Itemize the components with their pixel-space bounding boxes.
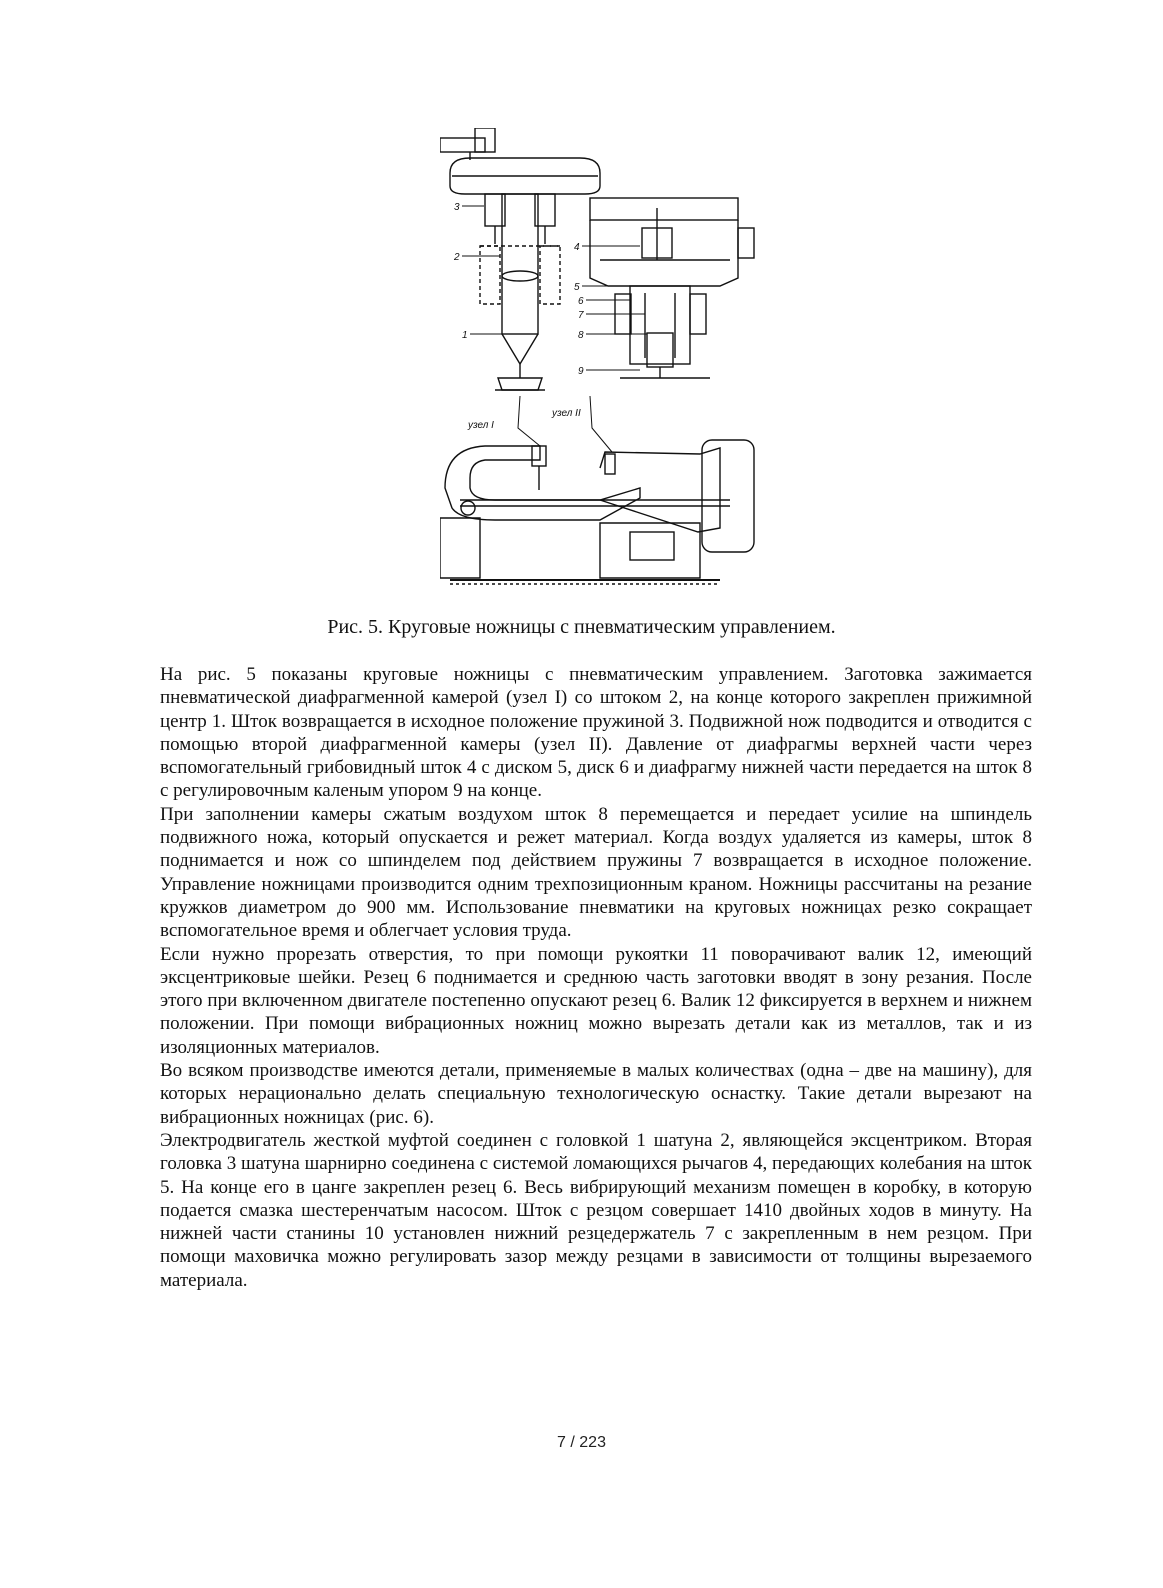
callout-3: 3 [454, 202, 460, 213]
callout-7: 7 [578, 310, 584, 321]
unit-1-label: узел I [468, 420, 494, 431]
unit-2-label: узел II [552, 408, 581, 419]
callout-2: 2 [454, 252, 460, 263]
page-number: 7 / 223 [557, 1434, 606, 1451]
unit-1-drawing [440, 128, 600, 390]
figure-circular-shears [440, 128, 770, 598]
callout-6: 6 [578, 296, 584, 307]
paragraph: На рис. 5 показаны круговые ножницы с пневматическим управлением. Заготовка зажимается пневматической диафрагменной камерой (узел I) со штоком 2, на конце которого закреплен прижимной центр 1. Шток возвращается в исходное положение пружиной 3. Подвижной нож подводится и отводится с помощью второй диафрагменной камеры (узел II). Давление от диафрагмы верхней части через вспомогательный грибовидный шток 4 с диском 5, диск 6 и диафрагму нижней части передается на шток 8 с регулировочным каленым упором 9 на конце. [160, 664, 1032, 802]
callout-8: 8 [578, 330, 584, 341]
paragraph: Во всяком производстве имеются детали, применяемые в малых количествах (одна – две на машину), для которых нерационально делать специальную технологическую оснастку. Такие детали вырезают на вибрационных ножницах (рис. 6). [160, 1060, 1032, 1128]
paragraph: Электродвигатель жесткой муфтой соединен с головкой 1 шатуна 2, являющейся эксцентриком. Вторая головка 3 шатуна шарнирно соединена с системой ломающихся рычагов 4, передающих колебания на шток 5. На конце его в цанге закреплен резец 6. Весь вибрирующий механизм помещен в коробку, в которую подается смазка шестеренчатым насосом. Шток с резцом совершает 1410 двойных ходов в минуту. На нижней части станины 10 установлен нижний резцедержатель 7 с закрепленным в нем резцом. При помощи маховичка можно регулировать зазор между резцами в зависимости от толщины вырезаемого материала. [160, 1129, 1032, 1291]
callout-9: 9 [578, 366, 584, 377]
figure-caption: Рис. 5. Круговые ножницы с пневматическим управлением. [327, 616, 836, 638]
callout-4: 4 [574, 242, 580, 253]
unit-2-drawing [590, 198, 754, 378]
callout-5: 5 [574, 282, 580, 293]
callout-1: 1 [462, 330, 468, 341]
paragraph: Если нужно прорезать отверстия, то при помощи рукоятки 11 поворачивают валик 12, имеющий эксцентриковые шейки. Резец 6 поднимается и среднюю часть заготовки вводят в зону резания. После этого при включенном двигателе постепенно опускают резец 6. Валик 12 фиксируется в верхнем и нижнем положении. При помощи вибрационных ножниц можно вырезать детали как из металлов, так и из изоляционных материалов. [160, 943, 1032, 1058]
machine-drawing [440, 440, 754, 584]
body-text [160, 663, 1032, 1292]
paragraph: При заполнении камеры сжатым воздухом шток 8 перемещается и передает усилие на шпиндель подвижного ножа, который опускается и режет материал. Когда воздух удаляется из камеры, шток 8 поднимается и нож со шпинделем под действием пружины 7 возвращается в исходное положение. Управление ножницами производится одним трехпозиционным краном. Ножницы рассчитаны на резание кружков диаметром до 900 мм. Использование пневматики на круговых ножницах резко сокращает вспомогательное время и облегчает условия труда. [160, 803, 1032, 942]
